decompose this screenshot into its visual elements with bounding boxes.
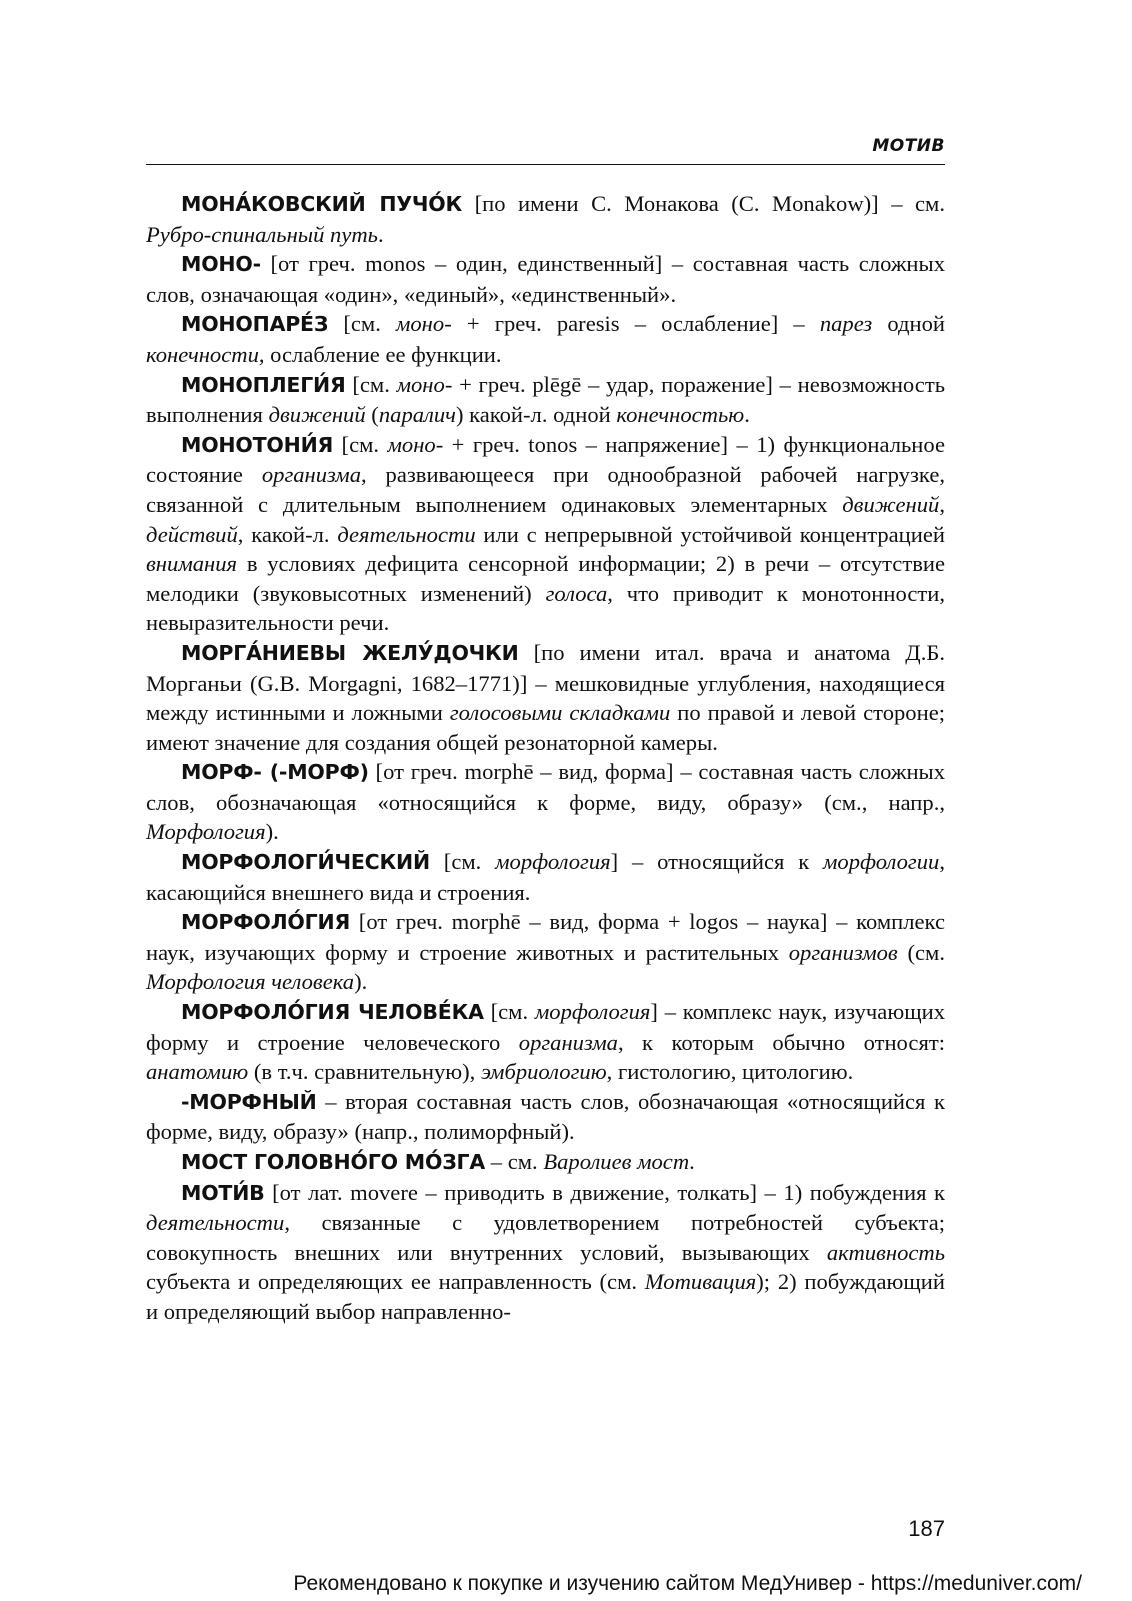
entry-text-run: , касающийся внешнего вида и строения. (146, 849, 945, 905)
entry-headword: МОНОТОНИ́Я (181, 432, 334, 457)
entry-crossref: деятельности (146, 1210, 285, 1236)
entry-text-run: субъекта и определяющих ее направленность (см. (146, 1269, 645, 1295)
entry-crossref: морфология (534, 999, 651, 1025)
entry-crossref: Морфология человека (146, 969, 355, 995)
entry-text-run: , какой-л. (237, 521, 338, 547)
dictionary-entry (146, 757, 945, 847)
entry-text-run: , что приводит к монотонности, невыразительности речи. (146, 580, 945, 636)
entry-crossref: конечностью (616, 402, 745, 428)
entry-text-run: одной (872, 311, 945, 337)
page-number: 187 (908, 1516, 945, 1541)
entry-text-run: [см. (333, 431, 388, 457)
entry-text-run: , к которым обычно относят: (617, 1029, 945, 1055)
entry-text (146, 432, 945, 636)
entry-text-run: ). (354, 969, 368, 995)
dictionary-entry (146, 1147, 945, 1178)
entry-text-run: в условиях дефицита сенсорной информации; 2) в речи – отсутствие мелодики (звуковысотных изменений) (146, 551, 945, 606)
entry-crossref: Варолиев мост (543, 1149, 690, 1174)
dictionary-entry (146, 907, 945, 997)
entry-text-run: [см. (345, 371, 397, 397)
entry-crossref: организма (518, 1029, 618, 1055)
entry-text-run: (см. (897, 939, 945, 965)
entry-headword: МОРФОЛОГИ́ЧЕСКИЙ (181, 850, 430, 875)
entry-text-run: , развивающееся при однообразной рабочей нагрузке, связанной с длительным выполнением одинаковых элементарных (146, 462, 945, 517)
entry-crossref: Мотивация (644, 1269, 757, 1295)
entry-crossref: внимания (146, 551, 238, 577)
entry-headword: МОТИ́В (181, 1180, 265, 1205)
entry-text-run: [см. (429, 849, 496, 875)
entry-text-run: (в т.ч. сравнительную), (248, 1059, 481, 1085)
entry-crossref: действий (146, 521, 238, 547)
entry-crossref: активность (826, 1239, 945, 1265)
entry-text-run: – вторая составная часть слов, обозначающая «относящийся к форме, виду, образу» (напр., полиморфный). (146, 1088, 945, 1145)
entry-text (146, 251, 945, 307)
entry-crossref: эмбриологию (480, 1059, 607, 1085)
dictionary-entry (146, 997, 945, 1087)
entry-crossref: моно- (387, 431, 444, 457)
entry-headword: МОРФОЛО́ГИЯ ЧЕЛОВЕ́КА (181, 1000, 484, 1025)
dictionary-entry (146, 1087, 945, 1147)
entry-text-run: + греч. paresis – ослабление] – (451, 311, 820, 337)
entry-crossref: движений (842, 491, 940, 517)
dictionary-entry (146, 847, 945, 907)
entry-crossref: моно- (395, 311, 452, 337)
entry-headword: МОРФОЛО́ГИЯ (181, 910, 351, 935)
entry-text-run: . (744, 402, 750, 428)
entry-text-run: [по имени С. Монакова (C. Monakow)] – см. (462, 191, 945, 216)
entry-crossref: движений (268, 402, 366, 428)
entry-text-run: [от греч. monos – один, единственный] – составная часть сложных слов, означающая «один», «единый», «единственный». (146, 251, 945, 307)
entry-headword: МОНО- (181, 252, 261, 277)
entry-crossref: парез (819, 311, 873, 337)
running-head: МОТИВ (146, 136, 945, 165)
entry-headword: МОРФ- (-МОРФ) (181, 760, 369, 785)
dictionary-entry (146, 1178, 945, 1327)
entry-text-run: ). (265, 819, 279, 845)
entry-crossref: голоса (545, 580, 608, 606)
entry-crossref: конечности (146, 341, 259, 367)
dictionary-entries (146, 189, 945, 1327)
entry-text-run: + греч. plēgē – удар, поражение] – невозможность выполнения (146, 371, 945, 428)
entry-text-run: или с непрерывной устойчивой концентрацией (475, 521, 945, 547)
dictionary-entry (146, 189, 945, 249)
entry-text-run: – см. (485, 1149, 544, 1174)
dictionary-entry (146, 370, 945, 430)
entry-text-run: [от греч. morphē – вид, форма + logos – наука] – комплекс наук, изучающих форму и строение животных и растительных (146, 909, 945, 965)
entry-text (146, 1180, 945, 1324)
entry-text-run: [см. (328, 311, 396, 337)
dictionary-entry (146, 249, 945, 309)
entry-crossref: анатомию (146, 1059, 249, 1085)
entry-text-run: [от греч. morphē – вид, форма] – составная часть сложных слов, обозначающая «относящийся к форме, виду, образу» (см., напр., (146, 759, 946, 815)
footer-note: Рекомендовано к покупке и изучению сайтом МедУнивер - https://meduniver.com/ (293, 1572, 1082, 1595)
entry-crossref: Морфология (146, 819, 266, 845)
entry-text-run: , ослабление ее функции. (258, 341, 502, 367)
entry-text-run: . (689, 1149, 695, 1174)
entry-text-run: [см. (483, 999, 535, 1025)
entry-text-run: ); 2) побуждающий и определяющий выбор направленно- (146, 1269, 945, 1324)
dictionary-entry (146, 430, 945, 638)
entry-headword: МОРГА́НИЕВЫ ЖЕЛУ́ДОЧКИ (181, 640, 519, 665)
entry-text-run: , (939, 491, 945, 517)
entry-text-run: + греч. tonos – напряжение] – 1) функциональное состояние (146, 431, 945, 488)
entry-crossref: Рубро-спинальный путь (146, 221, 378, 247)
entry-headword: МОНА́КОВСКИЙ ПУЧО́К (181, 192, 463, 216)
entry-crossref: моно- (396, 371, 453, 397)
entry-headword: МОСТ ГОЛОВНО́ГО МО́ЗГА (181, 1150, 486, 1174)
entry-text-run: , гистологию, цитологию. (606, 1059, 854, 1085)
entry-headword: МОНОПАРЕ́З (181, 312, 329, 337)
entry-text-run: [по имени итал. врача и анатома Д.Б. Морганьи (G.B. Morgagni, 1682–1771)] – мешковидные углубления, находящиеся между истинными и ложными (146, 639, 945, 726)
entry-crossref: морфологии (823, 849, 940, 875)
entry-crossref: деятельности (337, 521, 476, 547)
entry-headword: -МОРФНЫЙ (181, 1089, 317, 1114)
entry-text (485, 1149, 695, 1174)
entry-text-run: . (377, 221, 384, 247)
entry-text-run: ] – относящийся к (610, 849, 824, 875)
entry-crossref: организма (261, 462, 362, 488)
dictionary-entry (146, 638, 945, 757)
entry-text-run: [от лат. movere – приводить в движение, толкать] – 1) побуждения к (264, 1179, 945, 1205)
entry-crossref: морфология (495, 849, 611, 875)
entry-text-run: ( (365, 402, 379, 428)
entry-crossref: организмов (788, 939, 898, 965)
entry-text-run: , связанные с удовлетворением потребностей субъекта; совокупность внешних или внутренних условий, вызывающих (146, 1210, 945, 1265)
dictionary-entry (146, 309, 945, 369)
entry-crossref: паралич (378, 402, 456, 428)
entry-headword: МОНОПЛЕГИ́Я (181, 372, 346, 397)
entry-crossref: голосовыми складками (449, 700, 671, 726)
entry-text-run: ] – комплекс наук, изучающих форму и строение человеческого (146, 999, 945, 1055)
entry-text-run: по правой и левой стороне; имеют значение для создания общей резонаторной камеры. (146, 700, 945, 755)
entry-text-run: ) какой-л. одной (455, 402, 617, 428)
